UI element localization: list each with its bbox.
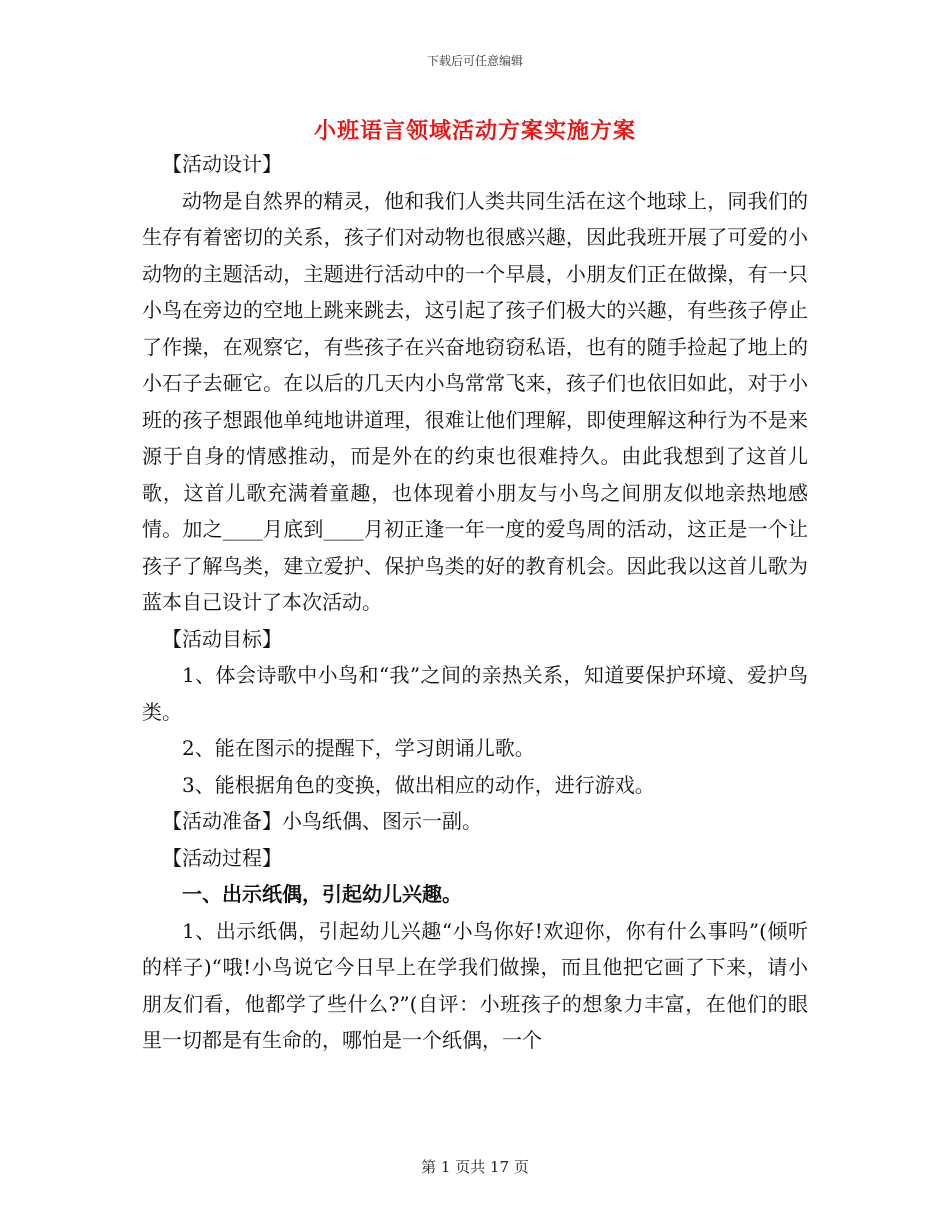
paragraph-design: 动物是自然界的精灵，他和我们人类共同生活在这个地球上，同我们的生存有着密切的关系，孩子们对动物也很感兴趣，因此我班开展了可爱的小动物的主题活动，主题进行活动中的一个早晨，小朋友们正在做操，有一只小鸟在旁边的空地上跳来跳去，这引起了孩子们极大的兴趣，有些孩子停止了作操，在观察它，有些孩子在兴奋地窃窃私语，也有的随手捡起了地上的小石子去砸它。在以后的几天内小鸟常常飞来，孩子们也依旧如此，对于小班的孩子想跟他单纯地讲道理，很难让他们理解，即使理解这种行为不是来源于自身的情感推动，而是外在的约束也很难持久。由此我想到了这首儿歌，这首儿歌充满着童趣，也体现着小朋友与小鸟之间朋友似地亲热地感情。加之____月底到____月初正逢一年一度的爱鸟周的活动，这正是一个让孩子了解鸟类，建立爱护、保护鸟类的好的教育机会。因此我以这首儿歌为蓝本自己设计了本次活动。 [142,188,808,614]
document-body [142,146,808,1059]
step-heading-1: 一、出示纸偶，引起幼儿兴趣。 [182,882,462,906]
document-title: 小班语言领域活动方案实施方案 [313,118,636,144]
goal-item-1: 1、体会诗歌中小鸟和“我”之间的亲热关系，知道要保护环境、爱护鸟类。 [142,663,808,724]
section-heading-process: 【活动过程】 [162,845,282,870]
goal-item-2: 2、能在图示的提醒下，学习朗诵儿歌。 [182,736,535,760]
page-footer: 第 1 页共 17 页 [421,1158,529,1176]
section-heading-goals: 【活动目标】 [162,626,282,651]
paragraph-step-1: 1、出示纸偶，引起幼儿兴趣“小鸟你好!欢迎你，你有什么事吗”(倾听的样子)“哦!小鸟说它今日早上在学我们做操，而且他把它画了下来，请小朋友们看，他都学了些什么?”(自评：小班孩子的想象力丰富，在他们的眼里一切都是有生命的，哪怕是一个纸偶，一个 [142,918,808,1052]
section-heading-design: 【活动设计】 [162,152,282,176]
goal-item-3: 3、能根据角色的变换，做出相应的动作，进行游戏。 [182,772,655,797]
header-note: 下载后可任意编辑 [426,54,523,68]
section-preparation: 【活动准备】小鸟纸偶、图示一副。 [162,809,482,833]
